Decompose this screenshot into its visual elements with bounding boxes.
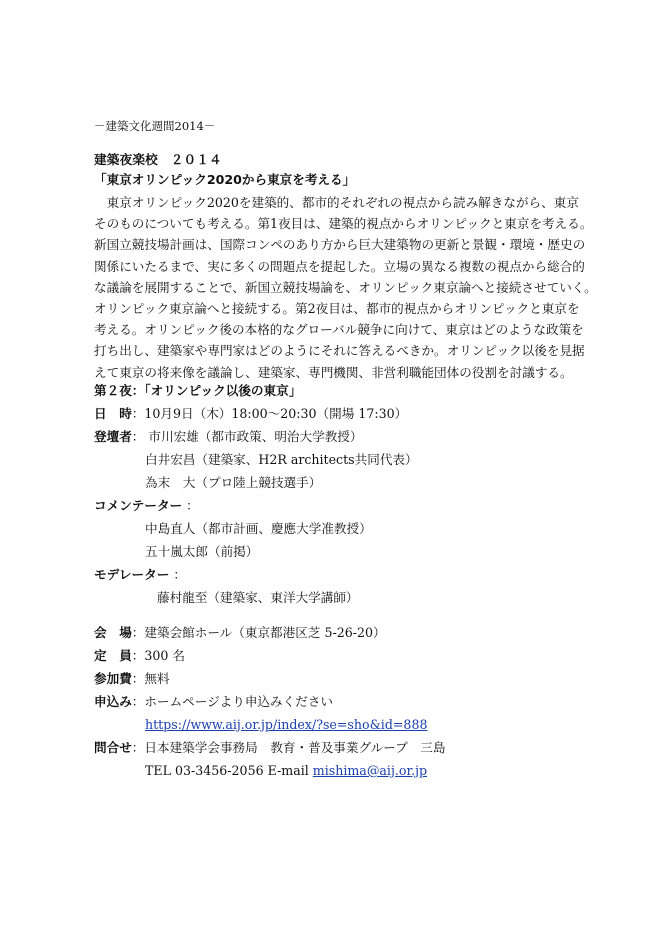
commentators-row xyxy=(94,498,614,514)
capacity-value: ：300 名 xyxy=(131,648,186,663)
venue-row xyxy=(94,625,614,641)
series-label: －建築文化週間2014－ xyxy=(94,119,216,133)
contact-email-link[interactable]: mishima@aij.or.jp xyxy=(312,763,428,778)
description-line: オリンピック東京論へと接続する。第2夜目は、都市的視点からオリンピックと東京を xyxy=(94,301,580,317)
apply-url-row xyxy=(145,717,665,733)
apply-url-link[interactable]: https://www.aij.or.jp/index/?se=sho&id=888 xyxy=(145,717,428,732)
contact-tel-row xyxy=(145,763,665,779)
commentator: 中島直人（都市計画、慶應大学准教授） xyxy=(145,521,372,536)
description-line: 考える。オリンピック後の本格的なグローバル競争に向けて、東京はどのような政策を xyxy=(94,322,584,338)
description-line: 打ち出し、建築家や専門家はどのようにそれに答えるべきか。オリンピック以後を見据 xyxy=(94,343,585,359)
fee-value: ：無料 xyxy=(131,671,170,686)
datetime-value: ：10月9日（木）18:00～20:30（開場 17:30） xyxy=(131,406,408,421)
description-line: 関係にいたるまで、実に多くの問題点を提起した。立場の異なる複数の視点から総合的 xyxy=(94,258,585,274)
commentators-label: コメンテーター xyxy=(94,498,183,513)
event-description xyxy=(94,192,604,383)
panelist: ： 市川宏雄（都市政策、明治大学教授） xyxy=(131,429,363,444)
moderator-label: モデレーター xyxy=(94,567,170,582)
apply-row xyxy=(94,694,614,710)
description-line: えて東京の将来像を議論し、建築家、専門機関、非営利職能団体の役割を討議する。 xyxy=(94,364,573,380)
description-line: 新国立競技場計画は、国際コンペのあり方から巨大建築物の更新と景観・環境・歴史の xyxy=(94,237,586,253)
fee-label: 参加費 xyxy=(94,671,132,686)
night2-title: 第２夜：「オリンピック以後の東京」 xyxy=(94,383,302,398)
contact-label: 問合せ xyxy=(94,740,132,755)
panelist: 為末 大（プロ陸上競技選手） xyxy=(145,475,322,490)
panelists-row xyxy=(94,429,614,445)
datetime-row xyxy=(94,406,614,422)
capacity-row xyxy=(94,648,614,664)
panelist: 白井宏昌（建築家、H2R architects共同代表） xyxy=(145,452,418,467)
contact-row xyxy=(94,740,614,756)
fee-row xyxy=(94,671,614,687)
commentator: 五十嵐太郎（前掲） xyxy=(145,544,259,559)
panelists-label: 登壇者 xyxy=(94,429,132,444)
venue-value: ：建築会館ホール（東京都港区芝 5-26-20） xyxy=(131,625,386,640)
moderator-row xyxy=(94,567,614,583)
moderator-colon: ： xyxy=(173,567,186,582)
description-line: 東京オリンピック2020を建築的、都市的それぞれの視点から読み解きながら、東京 xyxy=(94,195,579,210)
apply-label: 申込み xyxy=(94,694,132,709)
venue-label: 会 場 xyxy=(94,625,132,640)
event-theme: 「東京オリンピック2020から東京を考える」 xyxy=(94,172,356,187)
contact-value: ：日本建築学会事務局 教育・普及事業グループ 三島 xyxy=(131,740,446,755)
moderator-name: 藤村龍至（建築家、東洋大学講師） xyxy=(157,590,359,605)
contact-tel: TEL 03-3456-2056 E-mail xyxy=(145,763,313,778)
description-line: な議論を展開することで、新国立競技場論を、オリンピック東京論へと接続させていく。 xyxy=(94,279,597,295)
event-title: 建築夜楽校 ２０１４ xyxy=(94,152,222,167)
capacity-label: 定 員 xyxy=(94,648,132,663)
description-line: そのものについても考える。第1夜目は、建築的視点からオリンピックと東京を考える。 xyxy=(94,216,593,232)
apply-value: ：ホームページより申込みください xyxy=(131,694,334,709)
datetime-label: 日 時 xyxy=(94,406,132,421)
commentators-colon: ： xyxy=(186,498,199,513)
